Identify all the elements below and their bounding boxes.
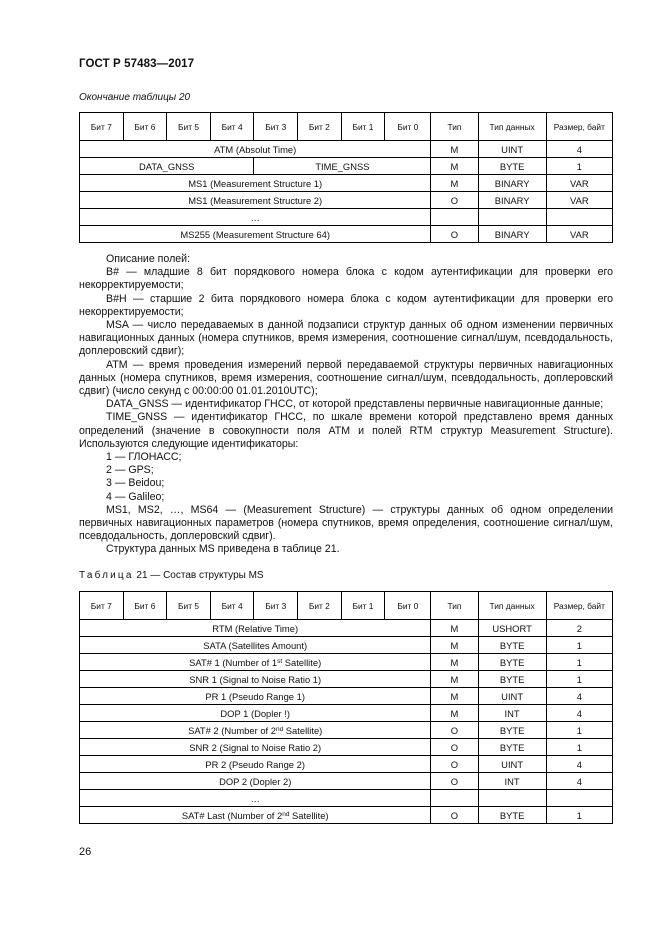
col-header: Бит 2 — [298, 113, 342, 141]
field-size: VAR — [546, 175, 612, 192]
field-name — [80, 722, 431, 739]
field-size: VAR — [546, 192, 612, 209]
table-row — [80, 739, 613, 756]
field-type: O — [431, 773, 478, 790]
field-datatype: BYTE — [478, 637, 546, 654]
paragraph: Описание полей: — [106, 253, 191, 265]
field-type: M — [431, 141, 478, 158]
field-size: 1 — [546, 807, 612, 824]
field-type: M — [431, 705, 478, 722]
field-type: M — [431, 620, 478, 637]
name-text: Satellite) — [282, 656, 322, 668]
field-datatype: USHORT — [478, 620, 546, 637]
field-size: 1 — [546, 671, 612, 688]
col-header: Размер, байт — [546, 592, 612, 620]
table-row — [80, 637, 613, 654]
field-size: 1 — [546, 722, 612, 739]
name-text: SAT# Last (Number of 2 — [181, 809, 283, 821]
field-datatype: BINARY — [478, 192, 546, 209]
table-row — [80, 671, 613, 688]
field-datatype: BINARY — [478, 226, 546, 243]
col-header: Размер, байт — [546, 113, 612, 141]
name-text: SAT# 1 (Number of 1 — [189, 656, 278, 668]
field-name: PR 1 (Pseudo Range 1) — [80, 688, 431, 705]
table-label: Таблица — [79, 570, 134, 581]
field-name: MS1 (Measurement Structure 2) — [80, 192, 431, 209]
col-header: Бит 3 — [254, 113, 298, 141]
field-size: 4 — [546, 756, 612, 773]
field-size: 1 — [546, 637, 612, 654]
ordinal-suffix: st — [277, 657, 283, 665]
field-name — [80, 654, 431, 671]
field-type — [431, 209, 478, 226]
field-datatype: UINT — [478, 141, 546, 158]
col-header: Бит 5 — [167, 113, 211, 141]
col-header: Бит 3 — [254, 592, 298, 620]
col-header: Бит 0 — [385, 113, 431, 141]
field-datatype: BYTE — [478, 807, 546, 824]
field-size — [546, 790, 612, 807]
col-header: Тип данных — [478, 592, 546, 620]
table-row — [80, 722, 613, 739]
paragraph: Структура данных MS приведена в таблице 21. — [106, 543, 340, 556]
col-header: Тип — [431, 592, 478, 620]
field-name: PR 2 (Pseudo Range 2) — [80, 756, 431, 773]
col-header: Бит 7 — [80, 592, 124, 620]
col-header: Бит 6 — [123, 113, 167, 141]
table-row — [80, 192, 613, 209]
field-datatype: UINT — [478, 756, 546, 773]
field-type: O — [431, 756, 478, 773]
field-type — [431, 790, 478, 807]
table-title: 21 — Состав структуры MS — [136, 570, 264, 581]
field-size: VAR — [546, 226, 612, 243]
table-header-row — [80, 592, 613, 620]
field-size: 4 — [546, 773, 612, 790]
field-name: TIME_GNSS — [254, 158, 431, 175]
field-name: DOP 1 (Dopler !) — [80, 705, 431, 722]
table-row — [80, 141, 613, 158]
table-row — [80, 620, 613, 637]
field-name: … — [80, 790, 431, 807]
col-header: Бит 4 — [210, 113, 254, 141]
paragraph: ATM — время проведения измерений первой передаваемой структуры первичных навигационных данных (номера спутников, время измерения, соотношение сигнал/шум, псевдодальность, доплеровский сдвиг) (число секунд с 00:00:00 01.01.2010UTC); — [79, 358, 613, 398]
field-size: 1 — [546, 158, 612, 175]
table-row — [80, 773, 613, 790]
field-size: 4 — [546, 705, 612, 722]
document-header: ГОСТ Р 57483—2017 — [79, 58, 195, 70]
field-type: M — [431, 688, 478, 705]
field-name: DATA_GNSS — [80, 158, 254, 175]
list-item: 4 — Galileo; — [106, 490, 165, 503]
field-size: 4 — [546, 688, 612, 705]
ordinal-suffix: nd — [282, 810, 290, 818]
field-datatype: UINT — [478, 688, 546, 705]
table21-caption — [79, 570, 264, 581]
field-datatype: INT — [478, 773, 546, 790]
page-number: 26 — [79, 846, 92, 858]
field-datatype: BYTE — [478, 158, 546, 175]
field-name: SNR 2 (Signal to Noise Ratio 2) — [80, 739, 431, 756]
field-type: M — [431, 637, 478, 654]
field-datatype — [478, 790, 546, 807]
name-text: Satellite) — [289, 809, 329, 821]
col-header: Бит 5 — [167, 592, 211, 620]
field-datatype: INT — [478, 705, 546, 722]
col-header: Тип данных — [478, 113, 546, 141]
field-type: O — [431, 192, 478, 209]
table-row — [80, 790, 613, 807]
field-type: O — [431, 807, 478, 824]
field-datatype: BYTE — [478, 722, 546, 739]
field-datatype: BYTE — [478, 671, 546, 688]
list-item: 3 — Beidou; — [106, 477, 165, 490]
field-type: O — [431, 739, 478, 756]
col-header: Бит 2 — [298, 592, 342, 620]
col-header: Тип — [431, 113, 478, 141]
field-name: MS255 (Measurement Structure 64) — [80, 226, 431, 243]
ordinal-suffix: nd — [275, 725, 284, 733]
field-size: 4 — [546, 141, 612, 158]
field-size: 2 — [546, 620, 612, 637]
paragraph: MSA — число передаваемых в данной подзаписи структур данных об одном изменении первичных навигационных данных (номера спутников, время измерения, соотношение сигнал/шум, псевдодальность, доплеровский сдвиг); — [79, 319, 613, 358]
field-datatype: BYTE — [478, 654, 546, 671]
table-21 — [79, 591, 613, 824]
field-descriptions — [79, 253, 613, 557]
table-row — [80, 756, 613, 773]
paragraph: B# — младшие 8 бит порядкового номера блока с кодом аутентификации для проверки его некорректируемости; — [79, 266, 613, 292]
field-type: O — [431, 226, 478, 243]
paragraph: B#H — старшие 2 бита порядкового номера блока с кодом аутентификации для проверки его некорректируемости; — [79, 292, 613, 318]
field-type: M — [431, 654, 478, 671]
paragraph: TIME_GNSS — идентификатор ГНСС, по шкале времени которой представлено время данных определений (значение в совокупности поля ATM и полей RTM структур Measurement Structure). Используются следующие идентификаторы: — [79, 411, 613, 450]
name-text: SAT# 2 (Number of 2 — [188, 724, 276, 736]
col-header: Бит 0 — [385, 592, 431, 620]
table-row — [80, 158, 613, 175]
table-row — [80, 209, 613, 226]
table-row — [80, 226, 613, 243]
col-header: Бит 1 — [341, 113, 385, 141]
field-name: DOP 2 (Dopler 2) — [80, 773, 431, 790]
table-row — [80, 654, 613, 671]
field-type: M — [431, 671, 478, 688]
col-header: Бит 6 — [123, 592, 167, 620]
field-name — [80, 807, 431, 824]
table-row — [80, 807, 613, 824]
field-datatype: BYTE — [478, 739, 546, 756]
field-name: … — [80, 209, 431, 226]
table20-caption: Окончание таблицы 20 — [79, 92, 191, 103]
field-size — [546, 209, 612, 226]
field-datatype — [478, 209, 546, 226]
field-size: 1 — [546, 654, 612, 671]
field-name: MS1 (Measurement Structure 1) — [80, 175, 431, 192]
field-type: M — [431, 158, 478, 175]
paragraph: MS1, MS2, …, MS64 — (Measurement Structure) — структуры данных об одном определении первичных навигационных параметров (номера спутников, время определения, соотношение сигнал/шум, псевдодальность, доплеровский сдвиг). — [79, 503, 613, 543]
table-header-row — [80, 113, 613, 141]
col-header: Бит 4 — [210, 592, 254, 620]
field-name: ATM (Absolut Time) — [80, 141, 431, 158]
table-row — [80, 688, 613, 705]
list-item: 1 — ГЛОНАСС; — [106, 451, 182, 464]
field-name: SATA (Satellites Amount) — [80, 637, 431, 654]
field-name: RTM (Relative Time) — [80, 620, 431, 637]
field-type: M — [431, 175, 478, 192]
table-row — [80, 705, 613, 722]
paragraph: DATA_GNSS — идентификатор ГНСС, от которой представлены первичные навигационные данные; — [106, 398, 604, 411]
name-text: Satellite) — [283, 724, 323, 736]
field-datatype: BINARY — [478, 175, 546, 192]
field-name: SNR 1 (Signal to Noise Ratio 1) — [80, 671, 431, 688]
field-size: 1 — [546, 739, 612, 756]
table-20 — [79, 112, 613, 243]
table-row — [80, 175, 613, 192]
col-header: Бит 1 — [341, 592, 385, 620]
list-item: 2 — GPS; — [106, 464, 154, 477]
col-header: Бит 7 — [80, 113, 124, 141]
field-type: O — [431, 722, 478, 739]
